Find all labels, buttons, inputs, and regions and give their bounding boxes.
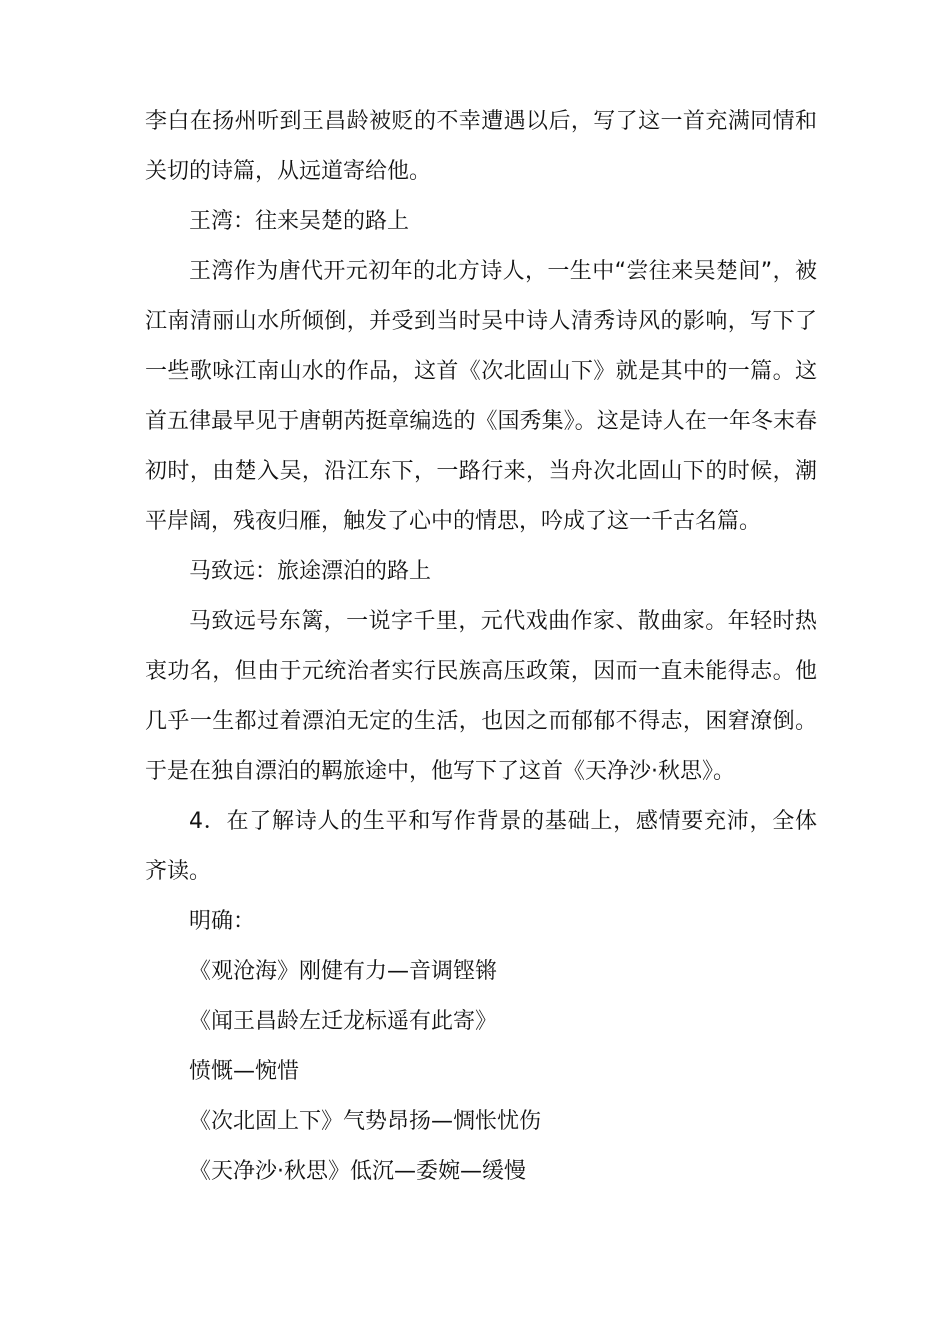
instruction-step-4: 4．在了解诗人的生平和写作背景的基础上，感情要充沛，全体齐读。	[145, 809, 817, 884]
poem-tone-wen-wang-changling: 愤慨—惋惜	[189, 1059, 300, 1084]
heading-ma-zhiyuan: 马致远：旅途漂泊的路上	[189, 559, 432, 584]
paragraph-wang-wan-bio: 王湾作为唐代开元初年的北方诗人，一生中“尝往来吴楚间”，被江南清丽山水所倾倒，并受到当时吴中诗人清秀诗风的影响，写下了一些歌咏江南山水的作品，这首《次北固山下》就是其中的一篇。这首五律最早见于唐朝芮挺章编选的《国秀集》。这是诗人在一年冬末春初时，由楚入吴，沿江东下，一路行来，当舟次北固山下的时候，潮平岸阔，残夜归雁，触发了心中的情思，吟成了这一千古名篇。	[145, 259, 817, 534]
poem-tone-tianjingsha: 《天净沙·秋思》低沉—委婉—缓慢	[189, 1159, 526, 1184]
paragraph-li-bai-context: 李白在扬州听到王昌龄被贬的不幸遭遇以后，写了这一首充满同情和关切的诗篇，从远道寄给他。	[145, 109, 817, 184]
poem-tone-ci-beigu: 《次北固上下》气势昂扬—惆怅忧伤	[189, 1109, 542, 1134]
poem-tone-guan-canghai: 《观沧海》刚健有力—音调铿锵	[189, 959, 498, 984]
poem-title-wen-wang-changling: 《闻王昌龄左迁龙标遥有此寄》	[189, 1009, 498, 1034]
clarify-label: 明确：	[189, 909, 256, 934]
document-body	[145, 97, 817, 1197]
paragraph-ma-zhiyuan-bio: 马致远号东篱，一说字千里，元代戏曲作家、散曲家。年轻时热衷功名，但由于元统治者实行民族高压政策，因而一直未能得志。他几乎一生都过着漂泊无定的生活，也因之而郁郁不得志，困窘潦倒。于是在独自漂泊的羁旅途中，他写下了这首《天净沙·秋思》。	[145, 609, 817, 784]
heading-wang-wan: 王湾：往来吴楚的路上	[189, 209, 410, 234]
